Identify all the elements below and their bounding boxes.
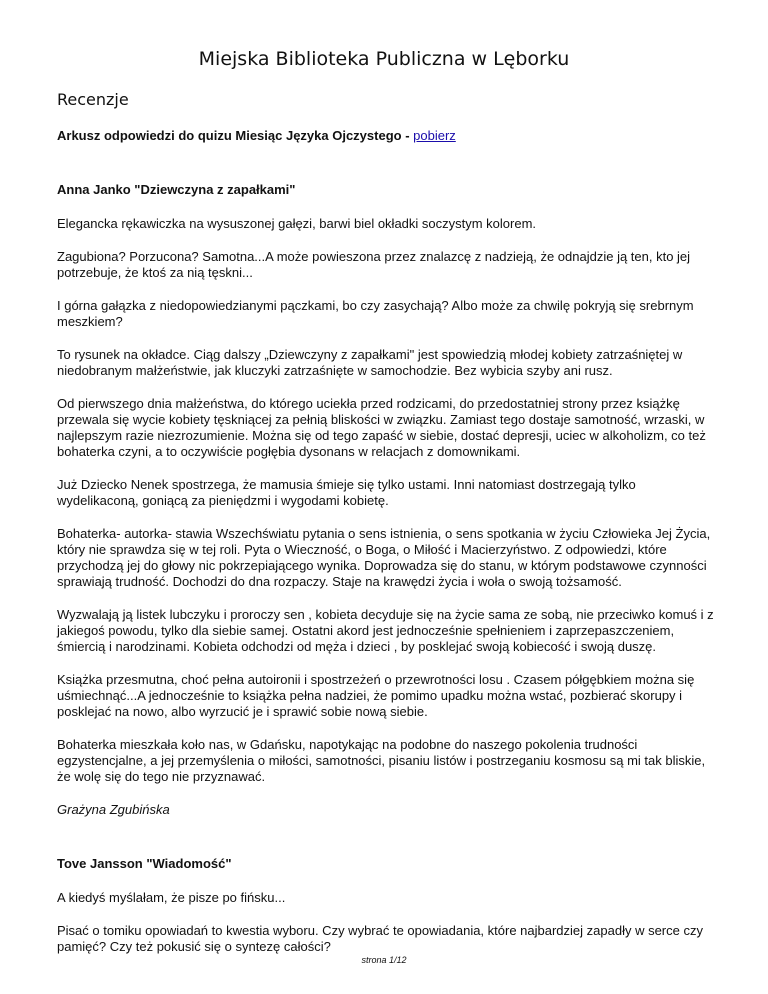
review-paragraph: Bohaterka- autorka- stawia Wszechświatu pytania o sens istnienia, o sens spotkania w życiu Człowieka Jej Życia, który nie sprawdza się w tej roli. Pyta o Wieczność, o Boga, o Miłość i Macierzyństwo. Z odpowiedzi, które przychodzą jej do głowy nic pokrzepiającego wynika. Doprowadza się do stanu, w którym podstawowe czynności sprawiają trudność. Dochodzi do dna rozpaczy. Staje na krawędzi życia i woła o swoją tożsamość. [57, 526, 711, 589]
download-link[interactable]: pobierz [413, 128, 456, 143]
review-signature: Grażyna Zgubińska [57, 802, 170, 817]
review-paragraph: Zagubiona? Porzucona? Samotna...A może powieszona przez znalazcę z nadzieją, że odnajdzie ją ten, kto jej potrzebuje, że ktoś za nią tęskni... [57, 249, 691, 280]
page-number: strona 1/12 [361, 955, 407, 965]
section-title: Recenzje [57, 90, 129, 109]
review-paragraph: A kiedyś myślałam, że pisze po fińsku... [57, 890, 286, 905]
review-paragraph: I górna gałązka z niedopowiedzianymi pączkami, bo czy zasychają? Albo może za chwilę pokryją się srebrnym meszkiem? [57, 298, 694, 329]
review-paragraph: To rysunek na okładce. Ciąg dalszy „Dziewczyny z zapałkami" jest spowiedzią młodej kobiety zatrzaśniętej w niedobranym małżeństwie, jak kluczyki zatrzaśnięte w samochodzie. Bez wybicia szyby ani rusz. [57, 347, 683, 378]
quiz-answer-sheet-line [57, 128, 717, 144]
quiz-text: Arkusz odpowiedzi do quizu Miesiąc Języka Ojczystego - [57, 128, 414, 143]
review-paragraph: Książka przesmutna, choć pełna autoironii i spostrzeżeń o przewrotności losu . Czasem półgębkiem można się uśmiechnąć...A jednocześnie to książka pełna nadziei, że pomimo upadku można wstać, pozbierać skorupy i posklejać na nowo, albo wyrzucić je i sprawić sobie nową siebie. [57, 672, 695, 719]
review-paragraph: Pisać o tomiku opowiadań to kwestia wyboru. Czy wybrać te opowiadania, które najbardziej zapadły w serce czy pamięć? Czy też pokusić się o syntezę całości? [57, 923, 703, 954]
review-paragraph: Elegancka rękawiczka na wysuszonej gałęzi, barwi biel okładki soczystym kolorem. [57, 216, 537, 231]
review-paragraph: Już Dziecko Nenek spostrzega, że mamusia śmieje się tylko ustami. Inni natomiast dostrzegają tylko wydelikaconą, goniącą za pieniędzmi i wygodami kobietę. [57, 477, 636, 508]
review-paragraph: Wyzwalają ją listek lubczyku i proroczy sen , kobieta decyduje się na życie sama ze sobą, nie przeciwko komuś i z jakiegoś powodu, tylko dla siebie samej. Ostatni akord jest jednocześnie spełnieniem i zaprzepaszczeniem, śmiercią i narodzinami. Kobieta odchodzi od męża i dzieci , by posklejać swoją kobiecość i swoją duszę. [57, 607, 714, 654]
review-paragraph: Bohaterka mieszkała koło nas, w Gdańsku, napotykając na podobne do naszego pokolenia trudności egzystencjalne, a jej przemyślenia o miłości, samotności, pisaniu listów i postrzeganiu kosmosu są mi tak bliskie, że wolę się do tego nie przyznawać. [57, 737, 706, 784]
review-heading: Tove Jansson "Wiadomość" [57, 856, 232, 871]
review-heading: Anna Janko "Dziewczyna z zapałkami" [57, 182, 296, 197]
review-paragraph: Od pierwszego dnia małżeństwa, do którego uciekła przed rodzicami, do przedostatniej strony przez książkę przewala się wycie kobiety tęskniącej za pełnią bliskości w związku. Zamiast tego dostaje samotność, wrzaski, w najlepszym razie niezrozumienie. Można się od tego zapaść w siebie, dostać depresji, uciec w alkoholizm, co też bohaterka czyni, a to oczywiście pogłębia dysonans w relacjach z domownikami. [57, 396, 706, 459]
site-title: Miejska Biblioteka Publiczna w Lęborku [198, 48, 570, 70]
content [57, 128, 717, 972]
